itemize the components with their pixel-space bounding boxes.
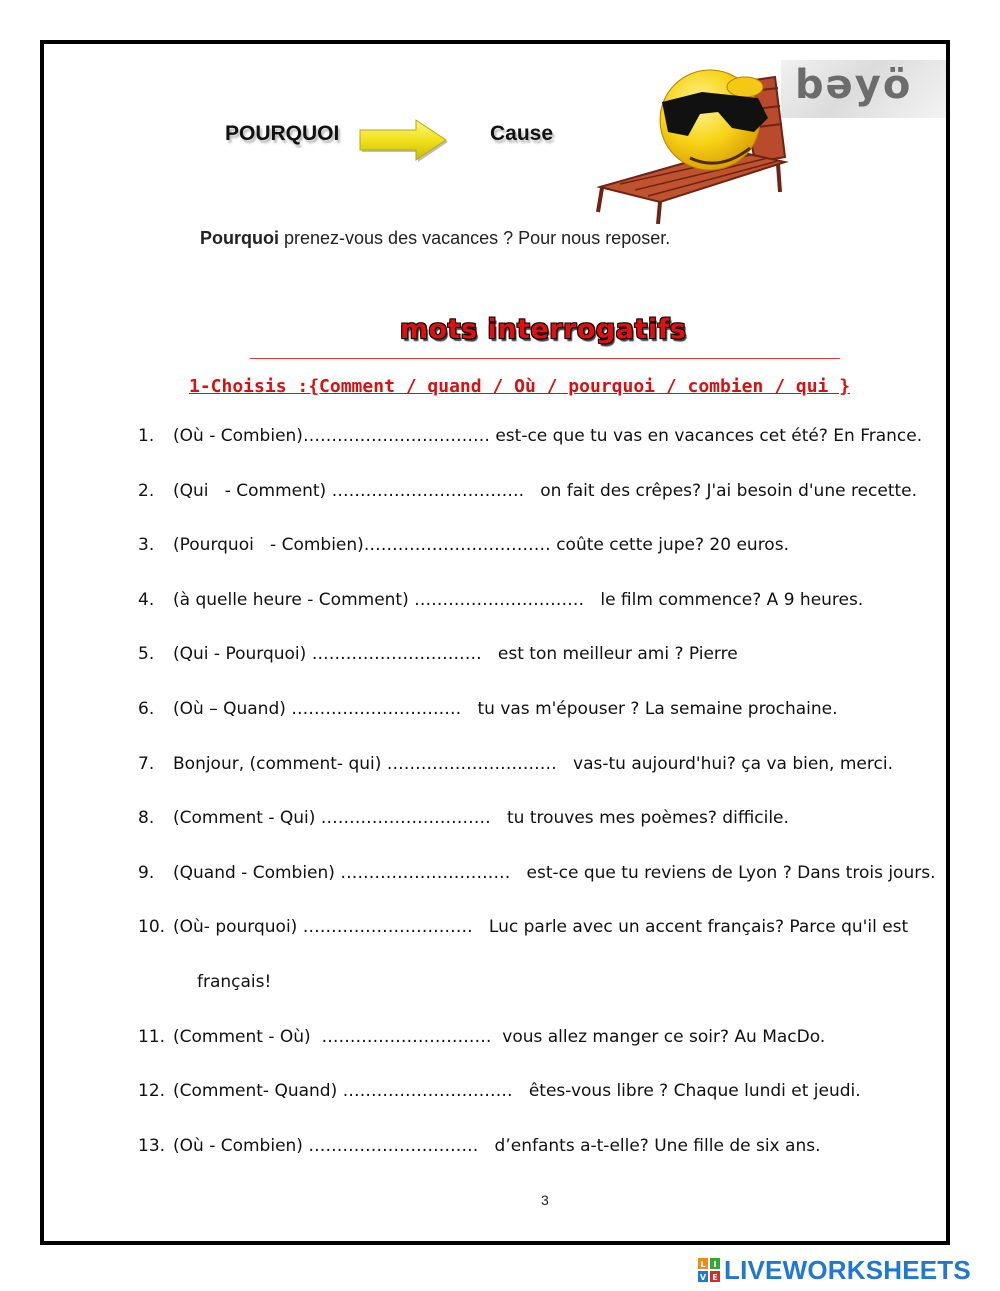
sun-deckchair-illustration <box>590 62 790 227</box>
exercise-number: 13. <box>138 1135 166 1156</box>
example-bold-word: Pourquoi <box>200 228 279 248</box>
publisher-logo <box>781 60 946 118</box>
exercise-text: (Qui - Comment) ……………………………. on fait des crêpes? J'ai besoin d'une recette. <box>173 480 918 501</box>
footer-brand-text: LIVEWORKSHEETS <box>724 1255 971 1285</box>
badge-letter-4: E <box>712 1273 718 1282</box>
exercise-item <box>138 754 935 774</box>
exercise-item <box>138 481 935 501</box>
exercise-text: (Comment - Qui) ………………………… tu trouves mes poèmes? difficile. <box>173 808 789 829</box>
exercise-list <box>138 426 935 1190</box>
exercise-text: (Comment - Où) ………………………… vous allez manger ce soir? Au MacDo. <box>173 1026 826 1047</box>
exercise-instruction: 1-Choisis :{Comment / quand / Où / pourquoi / combien / qui } <box>189 376 851 397</box>
example-rest: prenez-vous des vacances ? Pour nous reposer. <box>279 228 671 248</box>
exercise-item <box>138 1027 935 1047</box>
exercise-number: 11. <box>138 1026 166 1047</box>
pourquoi-label: POURQUOI <box>225 122 340 145</box>
exercise-text: (Qui - Pourquoi) ………………………… est ton meilleur ami ? Pierre <box>173 644 738 665</box>
exercise-item <box>138 699 935 719</box>
arrow-right-icon <box>358 118 450 162</box>
example-sentence <box>200 228 670 249</box>
exercise-number: 12. <box>138 1081 166 1102</box>
liveworksheets-badge-icon <box>698 1258 720 1282</box>
exercise-continuation: français! <box>197 971 272 992</box>
section-title: mots interrogatifs <box>400 314 687 345</box>
exercise-item <box>138 863 935 883</box>
logo-text: bəyö <box>795 62 913 108</box>
exercise-item <box>138 1136 935 1156</box>
exercise-item <box>138 808 935 828</box>
exercise-text: (Où – Quand) ………………………… tu vas m'épouser ? La semaine prochaine. <box>173 698 838 719</box>
exercise-item <box>138 590 935 610</box>
exercise-text: Bonjour, (comment- qui) ………………………… vas-tu aujourd'hui? ça va bien, merci. <box>173 753 893 774</box>
exercise-text: (Quand - Combien) ………………………… est-ce que tu reviens de Lyon ? Dans trois jours. <box>173 862 936 883</box>
exercise-text: (Comment- Quand) ………………………… êtes-vous libre ? Chaque lundi et jeudi. <box>173 1081 861 1102</box>
badge-letter-1: L <box>700 1260 706 1269</box>
title-divider <box>250 358 840 359</box>
exercise-item <box>138 535 935 555</box>
exercise-number: 1. <box>138 426 155 446</box>
exercise-item <box>138 1081 935 1101</box>
exercise-item <box>138 644 935 664</box>
footer-brand[interactable] <box>698 1254 996 1286</box>
exercise-item <box>138 426 935 446</box>
exercise-number: 10. <box>138 917 166 938</box>
cause-label: Cause <box>490 122 554 145</box>
exercise-text: (Où- pourquoi) ………………………… Luc parle avec un accent français? Parce qu'il est <box>173 917 909 938</box>
exercise-item <box>138 917 935 937</box>
exercise-number: 7. <box>138 753 155 774</box>
header-row <box>225 118 605 158</box>
exercise-text: (à quelle heure - Comment) ………………………… le film commence? A 9 heures. <box>173 589 864 610</box>
exercise-number: 4. <box>138 589 155 610</box>
exercise-text: (Où - Combien)…………………………… est-ce que tu vas en vacances cet été? En France. <box>173 426 923 446</box>
exercise-number: 3. <box>138 535 155 556</box>
exercise-number: 2. <box>138 480 155 501</box>
exercise-number: 8. <box>138 808 155 829</box>
exercise-number: 9. <box>138 862 155 883</box>
badge-letter-3: V <box>699 1273 707 1282</box>
exercise-text: (Où - Combien) ………………………… d’enfants a-t-elle? Une fille de six ans. <box>173 1135 821 1156</box>
badge-letter-2: I <box>713 1260 717 1269</box>
page-number: 3 <box>541 1192 549 1208</box>
exercise-number: 6. <box>138 698 155 719</box>
exercise-text: (Pourquoi - Combien)…………………………… coûte cette jupe? 20 euros. <box>173 535 789 556</box>
exercise-number: 5. <box>138 644 155 665</box>
